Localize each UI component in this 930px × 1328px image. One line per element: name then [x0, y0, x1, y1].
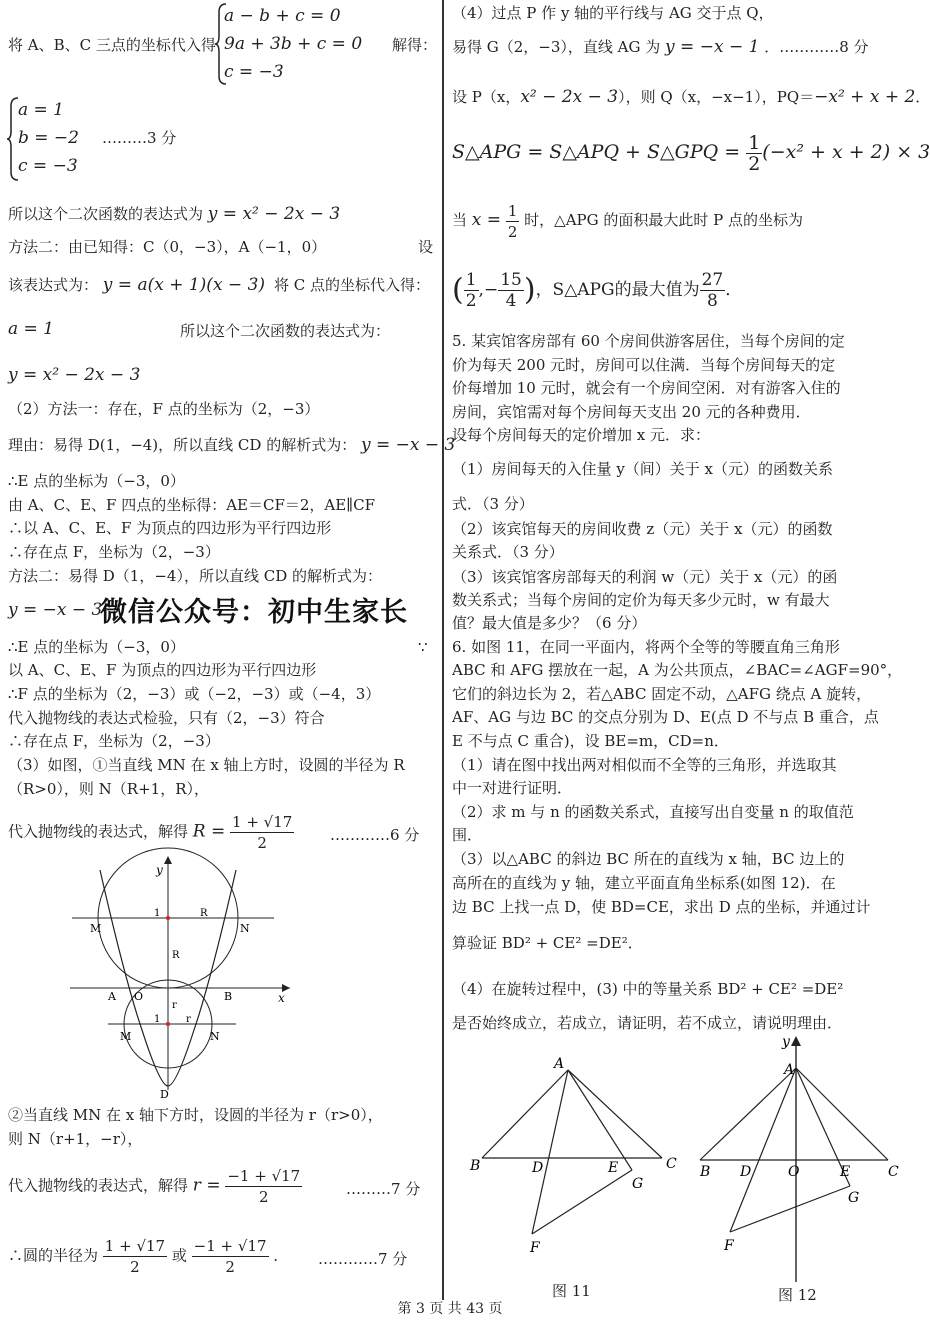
- edge-AC-12: [796, 1068, 888, 1160]
- equation-1: a − b + c = 0: [224, 6, 341, 26]
- fraction-pt-y-num: 15: [500, 270, 522, 290]
- label-O: O: [134, 990, 144, 1003]
- q6-part3-2: 高所在的直线为 y 轴，建立平面直角坐标系(如图 12)．在: [452, 874, 836, 892]
- parabola-circles-diagram: [30, 850, 300, 1100]
- r3-text1: 设 P（x，: [452, 88, 521, 106]
- q6-part3-1: （3）以△ABC 的斜边 BC 所在的直线为 x 轴，BC 边上的: [452, 850, 845, 868]
- q6-part3-4: 算验证 BD² + CE² =DE²．: [452, 934, 643, 952]
- q6-part4-b: 是否始终成立，若成立，请证明，若不成立，请说明理由．: [452, 1014, 843, 1032]
- solution-c: c = −3: [18, 156, 78, 176]
- figure-11-caption: 图 11: [552, 1282, 591, 1300]
- label-N-upper: N: [240, 922, 250, 935]
- fig11-label-E: E: [608, 1160, 619, 1176]
- expression-math-3: y = x² − 2x − 3: [8, 365, 141, 385]
- q6-line-3: 它们的斜边长为 2，若△ABC 固定不动，△AFG 绕点 A 旋转，: [452, 685, 872, 703]
- q6-part4-a: （4）在旋转过程中，(3) 中的等量关系 BD² + CE² =DE²: [452, 980, 844, 998]
- q5-line-5: 设每个房间每天的定价增加 x 元．求：: [452, 426, 710, 444]
- fraction-half-area-den: 2: [748, 152, 761, 175]
- label-1-upper: 1: [154, 908, 161, 919]
- fraction-R-den: 2: [257, 834, 267, 852]
- label-r-horizontal: r: [186, 1014, 191, 1025]
- method2-line: 方法二：由已知得：C（0，−3），A（−1，0）: [8, 238, 327, 256]
- q6-line-5: E 不与点 C 重合)，设 BE=m，CD=n．: [452, 732, 729, 750]
- fraction-R-num: 1 + √17: [232, 813, 293, 831]
- fig11-label-F: F: [530, 1240, 540, 1256]
- e1-line: ∴E 点的坐标为（−3，0）: [8, 472, 185, 490]
- fraction-pt-y-den: 4: [505, 291, 517, 311]
- q6-line-8: （2）求 m 与 n 的函数关系式，直接写出自变量 n 的取值范: [452, 803, 854, 821]
- figure-11: [462, 1048, 682, 1278]
- part3-line-c: [8, 812, 294, 853]
- fraction-when-num: 1: [507, 201, 518, 220]
- q6-line-4: AF、AG 与边 BC 的交点分别为 D、E(点 D 不与点 B 重合，点: [452, 708, 879, 726]
- r2-math: y = −x − 1: [665, 37, 760, 57]
- fraction-pt-x-num: 1: [465, 270, 477, 290]
- label-y: y: [156, 863, 163, 877]
- q6-line-6: （1）请在图中找出两对相似而不全等的三角形，并选取其: [452, 756, 837, 774]
- equation-3: c = −3: [224, 62, 284, 82]
- fig12-label-G: G: [848, 1190, 860, 1206]
- fig11-label-C: C: [666, 1156, 677, 1172]
- fig12-label-D: D: [740, 1164, 752, 1180]
- expression-line-1: [8, 203, 340, 225]
- fraction-when-den: 2: [507, 222, 518, 241]
- q6-line-1: 6. 如图 11，在同一平面内，将两个全等的等腰直角三角形: [452, 638, 840, 656]
- r2-line: [452, 36, 869, 58]
- equation-system-1: [224, 2, 362, 86]
- figure-12: [692, 1032, 898, 1282]
- fraction-pt-x-den: 2: [465, 291, 477, 311]
- fraction-max: [700, 270, 726, 311]
- q6-part3-3: 边 BC 上找一点 D，使 BD=CE，求出 D 点的坐标，并通过计: [452, 898, 871, 916]
- e2-line: 由 A、C、E、F 四点的坐标得：AE＝CF＝2，AE∥CF: [8, 496, 376, 514]
- r2-score: ．…………8 分: [764, 38, 869, 56]
- fraction-radius-2-num: −1 + √17: [193, 1237, 267, 1255]
- label-R-vertical: R: [172, 950, 180, 961]
- center-upper: [166, 916, 170, 920]
- fraction-R: [230, 812, 294, 853]
- comma-minus: ,−: [478, 280, 499, 300]
- solution-a: a = 1: [18, 100, 65, 120]
- part3c-text: 代入抛物线的表达式，解得: [8, 822, 189, 841]
- part3-line-d: ②当直线 MN 在 x 轴下方时，设圆的半径为 r（r>0），: [8, 1106, 383, 1124]
- r2-text: 易得 G（2，−3），直线 AG 为: [452, 38, 661, 56]
- label-A: A: [108, 990, 116, 1003]
- when-post: 时，△APG 的面积最大此时 P 点的坐标为: [524, 211, 803, 229]
- label-R-horizontal: R: [200, 908, 208, 919]
- e9-line: ∴F 点的坐标为（2，−3）或（−2，−3）或（−4，3）: [8, 685, 381, 703]
- reason-text: 理由：易得 D(1，−4)，所以直线 CD 的解析式为：: [8, 436, 357, 454]
- substitution-text: 将 A、B、C 三点的坐标代入得: [8, 36, 216, 54]
- q5-part3-b: 数关系式；当每个房间的定价为每天多少元时，w 有最大: [452, 591, 830, 609]
- q5-part1-a: （1）房间每天的入住量 y（间）关于 x（元）的函数关系: [452, 460, 834, 478]
- fig12-label-B: B: [700, 1164, 711, 1180]
- expression2-math: y = a(x + 1)(x − 3): [102, 275, 266, 295]
- radius-text: ∴圆的半径为: [8, 1246, 99, 1265]
- q6-line-9: 围．: [452, 826, 483, 844]
- fraction-r: [225, 1166, 302, 1207]
- expression-math: y = x² − 2x − 3: [207, 204, 341, 224]
- edge-AB-12: [700, 1068, 796, 1160]
- page-footer: 第 3 页 共 43 页: [397, 1301, 503, 1317]
- reason-line: [8, 434, 455, 456]
- fig12-label-y: y: [782, 1034, 790, 1050]
- fig11-label-D: D: [532, 1160, 544, 1176]
- edge-FG-12: [730, 1186, 850, 1232]
- part3-line-f: [8, 1166, 302, 1207]
- label-x: x: [278, 991, 285, 1005]
- score-7a: ………7 分: [346, 1180, 421, 1198]
- fig11-label-G: G: [632, 1176, 644, 1192]
- q5-line-3: 价每增加 10 元时，就会有一个房间空闲．对有游客入住的: [452, 379, 841, 397]
- a-equals-1: a = 1: [8, 319, 55, 339]
- fraction-radius-2: [192, 1236, 269, 1277]
- q5-part1-b: 式．（3 分）: [452, 495, 534, 513]
- equation-system-2: [18, 96, 79, 180]
- e7-line: ∴E 点的坐标为（−3，0）: [8, 638, 185, 656]
- r3-math2: −x² + x + 2: [814, 87, 916, 107]
- edge-FG: [532, 1170, 632, 1234]
- fraction-max-num: 27: [701, 270, 724, 290]
- area-rhs: (−x² + x + 2) × 3: [762, 141, 930, 163]
- fraction-radius-1-den: 2: [130, 1258, 140, 1276]
- part3-line-g: [8, 1236, 288, 1277]
- because-symbol: ∵: [418, 638, 428, 656]
- substitution-line: [8, 34, 216, 56]
- e6-math: y = −x − 3: [8, 600, 103, 620]
- label-r-vertical: r: [172, 1000, 177, 1011]
- q5-line-1: 5. 某宾馆客房部有 60 个房间供游客居住，当每个房间的定: [452, 332, 845, 350]
- fraction-pt-y: [498, 270, 524, 311]
- part2-line: （2）方法一：存在，F 点的坐标为（2，−3）: [8, 400, 320, 418]
- q5-line-4: 房间，宾馆需对每个房间每天支出 20 元的各种费用．: [452, 403, 811, 421]
- score-3: ………3 分: [102, 129, 177, 147]
- reason-math: y = −x − 3: [360, 435, 456, 455]
- fraction-max-den: 8: [706, 291, 718, 311]
- expression-label-3: 所以这个二次函数的表达式为：: [180, 322, 391, 340]
- part3-line-b: （R>0），则 N（R+1，R），: [8, 780, 209, 798]
- y-arrow-fig12: [791, 1036, 801, 1046]
- q5-part3-c: 值？最大值是多少？（6 分）: [452, 614, 647, 632]
- score-6: …………6 分: [330, 826, 420, 844]
- center-lower: [166, 1022, 170, 1026]
- column-divider: [442, 0, 444, 1300]
- e8-line: 以 A、C、E、F 为顶点的四边形为平行四边形: [8, 661, 317, 679]
- watermark-text: 微信公众号：初中生家长: [100, 597, 408, 628]
- part3-line-e: 则 N（r+1，−r），: [8, 1130, 143, 1148]
- solve-label: 解得：: [392, 36, 438, 54]
- edge-AF-12: [730, 1068, 796, 1232]
- when-var: x =: [471, 210, 502, 230]
- paren-left: (: [452, 272, 464, 308]
- max-text: ，S△APG的最大值为: [535, 280, 700, 300]
- q6-line-7: 中一对进行证明．: [452, 779, 573, 797]
- edge-AG: [568, 1070, 632, 1170]
- fig12-label-O: O: [788, 1164, 800, 1180]
- substitute-c-label: 将 C 点的坐标代入得：: [274, 276, 431, 294]
- expression-label: 所以这个二次函数的表达式为: [8, 205, 204, 223]
- fraction-radius-1: [103, 1236, 167, 1277]
- y-arrow: [164, 856, 172, 864]
- fig11-label-A: A: [554, 1056, 565, 1072]
- part3f-var: r =: [192, 1175, 221, 1196]
- radius-dot: ．: [273, 1246, 289, 1265]
- fraction-radius-2-den: 2: [225, 1258, 235, 1276]
- label-N-lower: N: [210, 1030, 220, 1043]
- when-line: [452, 200, 803, 242]
- part3c-var: R =: [192, 821, 226, 842]
- label-1-lower: 1: [154, 1014, 161, 1025]
- r3-end: ．: [915, 88, 930, 106]
- max-line: [452, 268, 742, 313]
- label-M-upper: M: [90, 922, 102, 935]
- e11-line: ∴存在点 F，坐标为（2，−3）: [8, 732, 220, 750]
- fraction-half-area: [746, 133, 762, 174]
- q5-part2-a: （2）该宾馆每天的房间收费 z（元）关于 x（元）的函数: [452, 520, 833, 538]
- figure-12-caption: 图 12: [778, 1286, 817, 1304]
- fraction-pt-x: [464, 270, 479, 311]
- score-7b: …………7 分: [318, 1250, 408, 1268]
- fig12-label-A: A: [784, 1062, 795, 1078]
- e10-line: 代入抛物线的表达式检验，只有（2，−3）符合: [8, 709, 325, 727]
- fraction-when: [506, 201, 520, 242]
- fig12-label-F: F: [724, 1238, 734, 1254]
- when-text: 当: [452, 211, 468, 229]
- area-lhs: S△APG = S△APQ + S△GPQ =: [452, 141, 741, 163]
- q5-part3-a: （3）该宾馆客房部每天的利润 w（元）关于 x（元）的函: [452, 568, 838, 586]
- fraction-r-num: −1 + √17: [227, 1167, 301, 1185]
- fraction-r-den: 2: [259, 1188, 269, 1206]
- part3-line-a: （3）如图，①当直线 MN 在 x 轴上方时，设圆的半径为 R: [8, 756, 405, 774]
- e4-line: ∴存在点 F，坐标为（2，−3）: [8, 543, 220, 561]
- max-dot: ．: [725, 280, 743, 300]
- or-text: 或: [171, 1246, 187, 1265]
- e3-line: ∴以 A、C、E、F 为顶点的四边形为平行四边形: [8, 519, 332, 537]
- q5-line-2: 价为每天 200 元时，房间可以住满．当每个房间每天的定: [452, 356, 836, 374]
- label-M-lower: M: [120, 1030, 132, 1043]
- r3-text2: ），则 Q（x，−x−1），PQ＝: [618, 88, 815, 106]
- r3-line: [452, 86, 930, 108]
- edge-AC: [568, 1070, 662, 1158]
- fig12-label-E: E: [840, 1164, 851, 1180]
- expression-line-2: [8, 274, 265, 296]
- fig12-label-C: C: [888, 1164, 899, 1180]
- fraction-half-area-num: 1: [748, 131, 761, 154]
- q5-part2-b: 关系式．（3 分）: [452, 543, 564, 561]
- paren-right: ): [523, 272, 536, 308]
- q6-line-2: ABC 和 AFG 摆放在一起，A 为公共顶点，∠BAC=∠AGF=90°，: [452, 661, 903, 679]
- part3f-text: 代入抛物线的表达式，解得: [8, 1176, 189, 1195]
- r3-math1: x² − 2x − 3: [520, 87, 619, 107]
- area-formula: [452, 132, 930, 174]
- solution-b: b = −2: [18, 128, 79, 148]
- she-label: 设: [418, 238, 434, 256]
- fraction-radius-1-num: 1 + √17: [104, 1237, 166, 1255]
- expression2-label: 该表达式为：: [8, 276, 99, 294]
- label-D: D: [160, 1088, 169, 1101]
- e5-line: 方法二：易得 D（1，−4），所以直线 CD 的解析式为：: [8, 567, 382, 585]
- fig11-label-B: B: [470, 1158, 481, 1174]
- equation-2: 9a + 3b + c = 0: [224, 34, 363, 54]
- edge-AB: [482, 1070, 568, 1158]
- label-B: B: [224, 990, 233, 1003]
- r1-line: （4）过点 P 作 y 轴的平行线与 AG 交于点 Q，: [452, 4, 774, 22]
- edge-AF: [532, 1070, 568, 1234]
